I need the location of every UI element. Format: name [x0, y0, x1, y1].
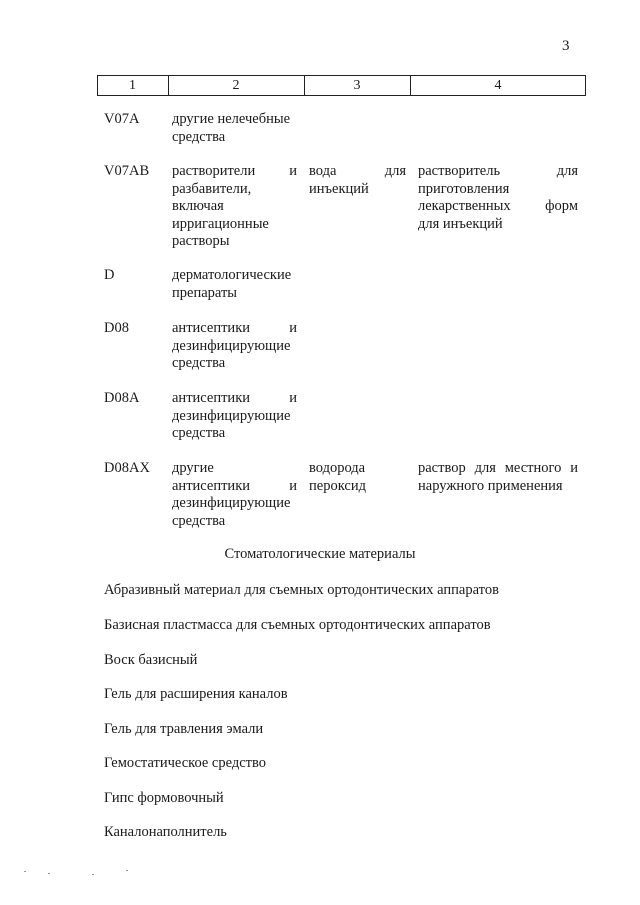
cell-line: средства	[172, 425, 226, 441]
cell-line: пероксид	[309, 477, 366, 494]
material-item: Каналонаполнитель	[104, 824, 227, 840]
cell-line: растворители и	[172, 163, 297, 179]
material-item: Гель для травления эмали	[104, 721, 264, 737]
cell-line: антисептики и	[172, 320, 297, 336]
atc-code: D08AX	[104, 460, 150, 476]
table-header	[97, 75, 586, 96]
cell-line: для инъекций	[418, 215, 503, 232]
header-cell-4: 4	[494, 78, 502, 93]
cell-line: дезинфицирующие	[172, 495, 291, 511]
material-item: Гель для расширения каналов	[104, 686, 288, 702]
drug-name	[309, 460, 406, 495]
group-name	[172, 320, 297, 373]
cell-line: ирригационные	[172, 215, 269, 232]
header-cell-3: 3	[353, 78, 361, 93]
cell-line: антисептики и	[172, 390, 297, 406]
cell-line: водорода	[309, 460, 366, 476]
cell-line: лекарственных форм	[418, 198, 578, 214]
group-name	[172, 460, 297, 530]
material-item: Гипс формовочный	[104, 790, 224, 806]
cell-line: разбавители,	[172, 180, 252, 197]
scan-speck	[126, 870, 128, 871]
cell-line: средства	[172, 128, 226, 145]
group-name	[172, 390, 297, 443]
atc-code: D08A	[104, 390, 140, 406]
atc-code: D	[104, 267, 115, 283]
dosage-form	[418, 460, 578, 495]
material-item: Базисная пластмасса для съемных ортодонтических аппаратов	[104, 617, 491, 633]
cell-line: дезинфицирующие	[172, 407, 291, 424]
group-name	[172, 163, 297, 251]
section-title: Стоматологические материалы	[224, 546, 416, 562]
cell-line: включая	[172, 198, 224, 214]
cell-line: средства	[172, 512, 226, 529]
drug-name	[309, 163, 406, 198]
cell-line: дезинфицирующие	[172, 337, 291, 354]
material-item: Абразивный материал для съемных ортодонтических аппаратов	[104, 582, 499, 598]
cell-line: инъекций	[309, 180, 369, 197]
atc-code: V07A	[104, 111, 140, 127]
group-name	[172, 267, 297, 302]
header-cell-2: 2	[232, 78, 240, 93]
atc-code: V07AB	[104, 163, 150, 179]
cell-line: вода для	[309, 163, 406, 179]
cell-line: раствор для местного и	[418, 460, 578, 476]
cell-line: препараты	[172, 284, 238, 301]
cell-line: растворы	[172, 233, 230, 249]
page-number: 3	[562, 38, 570, 54]
scan-speck	[24, 871, 26, 872]
dosage-form	[418, 163, 578, 233]
cell-line: наружного применения	[418, 477, 563, 494]
cell-line: средства	[172, 355, 226, 371]
scan-speck	[48, 873, 50, 874]
cell-line: другие нелечебные	[172, 111, 291, 127]
cell-line: растворитель для	[418, 163, 578, 179]
header-cell-1: 1	[129, 78, 136, 93]
cell-line: антисептики и	[172, 477, 297, 494]
scan-speck	[92, 874, 94, 875]
group-name	[172, 111, 297, 146]
material-item: Воск базисный	[104, 652, 198, 668]
material-item: Гемостатическое средство	[104, 755, 267, 771]
cell-line: приготовления	[418, 180, 510, 197]
cell-line: другие	[172, 460, 214, 476]
atc-code: D08	[104, 320, 129, 336]
cell-line: дерматологические	[172, 267, 292, 283]
